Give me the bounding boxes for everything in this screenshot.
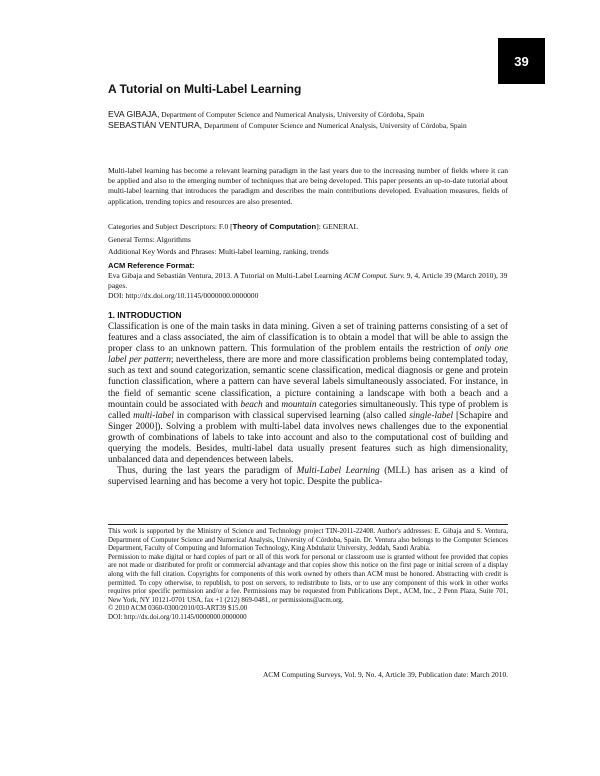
categories-bold: Theory of Computation: [232, 222, 317, 231]
footnote-block: [108, 527, 508, 622]
categories-line: [108, 222, 508, 232]
page-number-box: [498, 38, 545, 84]
reference-format: [108, 261, 508, 301]
abstract-text: Multi-label learning has become a relevant learning paradigm in the last years due to the increasing number of fields where it can be applied and also to the emerging number of techniques that are being developed. This paper presents an up-to-date tutorial about multi-label learning that introduces the paradigm and describes the main contributions developed. Evaluation measures, fields of application, trending topics and resources are also presented.: [108, 166, 508, 206]
categories-rest: ]: GENERAL: [316, 222, 359, 231]
author-1-name: EVA GIBAJA,: [108, 109, 160, 119]
reference-line-post: 9, 4, Article 39 (March 2010), 39 pages.: [108, 271, 508, 290]
introduction-body: [108, 322, 508, 488]
author-2-name: SEBASTIÁN VENTURA,: [108, 120, 203, 130]
footnote-funding: This work is supported by the Ministry of Science and Technology project TIN-2011-22408. Author's addresses: E. Gibaja and S. Ventura, Department of Computer Science and Numerical Analysis, University of Córdoba, Spain. Dr. Ventura also belongs to the Computer Sciences Department, Faculty of Computing and Information Technology, King Abdulaziz University, Jeddah, Saudi Arabia.: [108, 527, 508, 553]
keywords: Additional Key Words and Phrases: Multi-label learning, ranking, trends: [108, 247, 329, 256]
reference-line-pre: Eva Gibaja and Sebastián Ventura, 2013. A Tutorial on Multi-Label Learning: [108, 271, 344, 280]
reference-journal: ACM Comput. Surv.: [343, 271, 405, 280]
author-2: [108, 120, 508, 131]
footnote-permission: Permission to make digital or hard copies of part or all of this work for personal or classroom use is granted without fee provided that copies are not made or distributed for profit or commercial advantage and that copies show this notice on the first page or initial screen of a display along with the full citation. Copyrights for components of this work owned by others than ACM must be honored. Abstracting with credit is permitted. To copy otherwise, to republish, to post on servers, to redistribute to lists, or to use any component of this work in other works requires prior specific permission and/or a fee. Permissions may be requested from Publications Dept., ACM, Inc., 2 Penn Plaza, Suite 701, New York, NY 10121-0701 USA, fax +1 (212) 869-0481, or permissions@acm.org.: [108, 552, 508, 604]
section-heading-introduction: 1. INTRODUCTION: [108, 310, 182, 320]
reference-doi: DOI: http://dx.doi.org/10.1145/0000000.0000000: [108, 291, 259, 300]
author-block: [108, 109, 508, 131]
paper-title: A Tutorial on Multi-Label Learning: [108, 82, 302, 96]
author-1: [108, 109, 508, 120]
abstract: [108, 166, 508, 207]
footnote-copyright: © 2010 ACM 0360-0300/2010/03-ART39 $15.00: [108, 604, 248, 613]
author-2-affiliation: Department of Computer Science and Numerical Analysis, University of Córdoba, Spain: [203, 121, 467, 130]
categories-label: Categories and Subject Descriptors: F.0 [: [108, 222, 233, 231]
page-number: 39: [514, 53, 529, 69]
reference-heading: ACM Reference Format:: [108, 261, 195, 270]
running-footer: ACM Computing Surveys, Vol. 9, No. 4, Article 39, Publication date: March 2010.: [262, 670, 508, 679]
author-1-affiliation: Department of Computer Science and Numerical Analysis, University of Córdoba, Spain: [161, 110, 425, 119]
intro-paragraph-2: Thus, during the last years the paradigm of Multi-Label Learning (MLL) has arisen as a kind of supervised learning and has become a very hot topic. Despite the publica-: [108, 466, 508, 488]
general-terms: General Terms: Algorithms: [108, 235, 191, 244]
footnote-divider: [108, 524, 508, 525]
footnote-doi: DOI: http://dx.doi.org/10.1145/0000000.0000000: [108, 612, 247, 621]
intro-paragraph-1: Classification is one of the main tasks in data mining. Given a set of training patterns consisting of a set of features and a class associated, the aim of classification is to obtain a model that will be able to assign the proper class to an unknown pattern. This formulation of the problem entails the restriction of only one label per pattern; nevertheless, there are more and more classification problems being contemplated today, such as text and sound categorization, semantic scene classification, medical diagnosis or gene and protein function classification, where a pattern can have several labels simultaneously associated. For instance, in the field of semantic scene classification, a picture containing a landscape with both a beach and a mountain could be associated with beach and mountain categories simultaneously. This type of problem is called multi-label in comparison with classical supervised learning (also called single-label [Schapire and Singer 2000]). Solving a problem with multi-label data involves news challenges due to the exponential growth of combinations of labels to take into account and also to the computational cost of building and querying the models. Besides, multi-label data usually present features such as high dimensionality, unbalanced data and dependences between labels.: [108, 322, 509, 466]
